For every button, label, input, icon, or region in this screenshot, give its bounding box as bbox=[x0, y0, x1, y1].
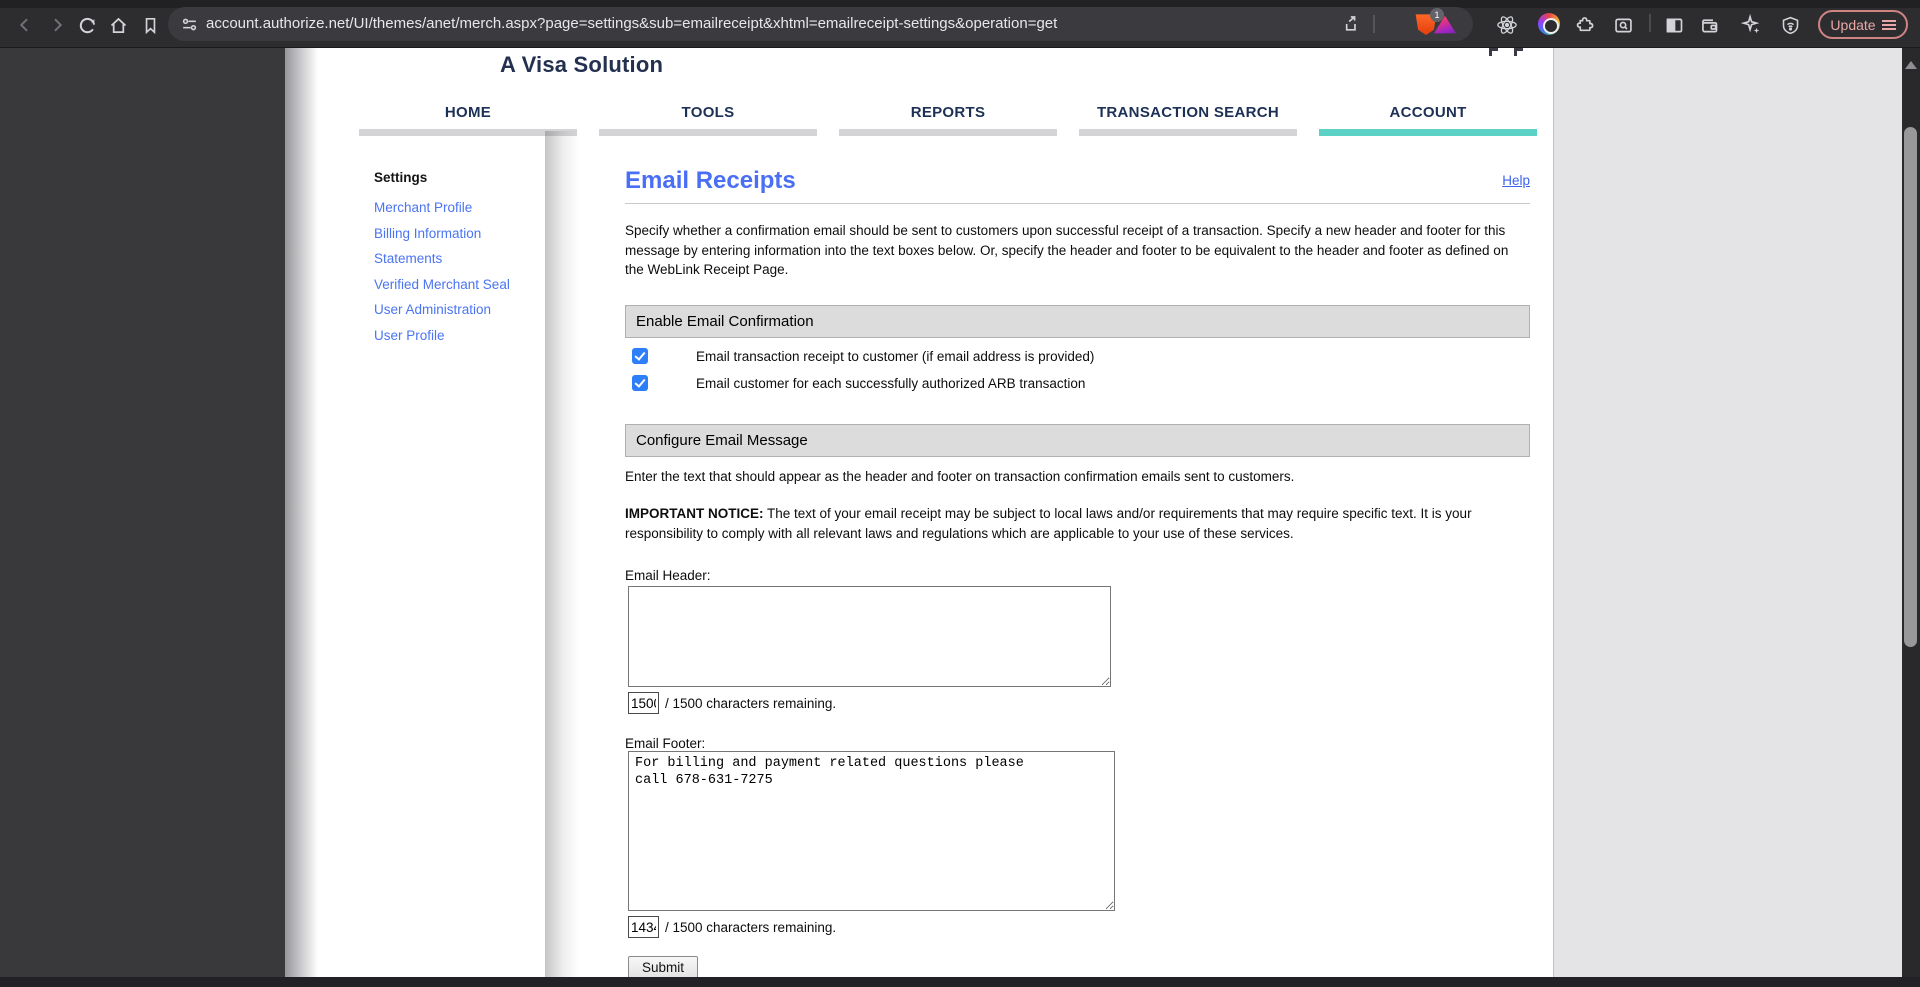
checkbox-row-arb-transaction bbox=[632, 375, 1085, 391]
update-label: Update bbox=[1830, 16, 1876, 33]
configure-description: Enter the text that should appear as the header and footer on transaction confirmation emails sent to customers. bbox=[625, 469, 1295, 484]
email-footer-textarea[interactable] bbox=[628, 751, 1115, 911]
header-chars-remaining-input[interactable] bbox=[628, 692, 659, 714]
wallet-icon[interactable] bbox=[1698, 14, 1720, 36]
site-permissions-icon[interactable] bbox=[178, 13, 200, 35]
checkbox-arb-transaction[interactable] bbox=[632, 375, 648, 391]
page-viewport bbox=[0, 48, 1920, 987]
tab-account[interactable]: ACCOUNT bbox=[1308, 103, 1548, 136]
intro-paragraph: Specify whether a confirmation email should be sent to customers upon successful receipt of a transaction. Specify a new header and footer for this message by entering information into the text boxes below. Or, specify the header and footer to be equivalent to the header and footer as defined on the WebLink Receipt Page. bbox=[625, 223, 1509, 277]
url-text[interactable]: account.authorize.net/UI/themes/anet/merch.aspx?page=settings&sub=emailreceipt&xhtml=emailreceipt-settings&operation=get bbox=[206, 15, 1058, 32]
logo-tagline: A Visa Solution bbox=[500, 52, 664, 77]
sidebar-item-verified-merchant-seal[interactable]: Verified Merchant Seal bbox=[374, 276, 510, 292]
home-icon[interactable] bbox=[107, 14, 129, 36]
header-counter-row bbox=[628, 692, 836, 714]
scrollbar-up-arrow[interactable] bbox=[1905, 61, 1917, 69]
forward-icon[interactable] bbox=[46, 14, 68, 36]
sidebar-toggle-icon[interactable] bbox=[1663, 14, 1685, 36]
tab-underline bbox=[1079, 129, 1297, 136]
section-enable-email-confirmation: Enable Email Confirmation bbox=[625, 305, 1530, 338]
update-button[interactable] bbox=[1818, 10, 1908, 39]
email-header-label: Email Header: bbox=[625, 568, 711, 583]
left-panel bbox=[0, 48, 285, 987]
submit-button[interactable]: Submit bbox=[628, 956, 698, 980]
email-header-textarea[interactable] bbox=[628, 586, 1111, 687]
important-notice-body: The text of your email receipt may be subject to local laws and/or requirements that may require specific text. It is your responsibility to comply with all relevant laws and regulations which are applicable to your use of these services. bbox=[625, 506, 1472, 541]
scrollbar-thumb[interactable] bbox=[1904, 127, 1917, 647]
section-configure-email-message: Configure Email Message bbox=[625, 424, 1530, 457]
footer-chars-remaining-input[interactable] bbox=[628, 916, 659, 938]
checkbox-label: Email transaction receipt to customer (if email address is provided) bbox=[696, 348, 1095, 364]
page-title: Email Receipts bbox=[625, 167, 796, 194]
tab-transaction-search[interactable]: TRANSACTION SEARCH bbox=[1068, 103, 1308, 136]
important-notice-prefix: IMPORTANT NOTICE: bbox=[625, 506, 764, 521]
tab-tools[interactable]: TOOLS bbox=[588, 103, 828, 136]
checkbox-row-transaction-receipt bbox=[632, 348, 1094, 364]
toolbar-separator bbox=[1649, 14, 1651, 32]
browser-toolbar bbox=[0, 0, 1920, 48]
checkbox-transaction-receipt[interactable] bbox=[632, 348, 648, 364]
sidebar-divider-shadow bbox=[545, 131, 579, 981]
footer-counter-suffix: / 1500 characters remaining. bbox=[665, 919, 837, 935]
checkbox-label: Email customer for each successfully authorized ARB transaction bbox=[696, 375, 1086, 391]
left-panel-shadow bbox=[285, 48, 318, 987]
sidebar-item-user-administration[interactable]: User Administration bbox=[374, 302, 492, 317]
address-bar[interactable] bbox=[168, 7, 1473, 41]
vertical-scrollbar[interactable] bbox=[1902, 48, 1920, 987]
sidebar-item-merchant-profile[interactable]: Merchant Profile bbox=[374, 200, 473, 215]
sidebar-item-user-profile[interactable]: User Profile bbox=[374, 327, 445, 343]
extensions-puzzle-icon[interactable] bbox=[1574, 14, 1596, 36]
sidebar-title: Settings bbox=[374, 170, 428, 185]
search-in-page-icon[interactable] bbox=[1612, 14, 1634, 36]
page-right-margin bbox=[1553, 48, 1902, 987]
menu-icon bbox=[1882, 20, 1896, 30]
share-icon[interactable] bbox=[1339, 13, 1361, 35]
back-icon[interactable] bbox=[14, 14, 36, 36]
header-counter-suffix: / 1500 characters remaining. bbox=[665, 695, 837, 711]
react-devtools-icon[interactable] bbox=[1496, 14, 1518, 36]
bookmark-icon[interactable] bbox=[139, 14, 161, 36]
toolbar-separator bbox=[1373, 15, 1375, 33]
tab-underline bbox=[839, 129, 1057, 136]
help-link[interactable]: Help bbox=[1502, 173, 1530, 188]
window-bottom-edge bbox=[0, 977, 1920, 987]
sidebar-item-billing-information[interactable]: Billing Information bbox=[374, 225, 482, 241]
title-divider bbox=[625, 203, 1530, 204]
extension-lens-icon[interactable] bbox=[1538, 13, 1560, 35]
sidebar-item-statements[interactable]: Statements bbox=[374, 251, 443, 266]
important-notice bbox=[625, 504, 1550, 543]
leo-ai-sparkle-icon[interactable] bbox=[1740, 14, 1762, 36]
email-footer-label: Email Footer: bbox=[625, 736, 706, 751]
vpn-shield-icon[interactable] bbox=[1779, 14, 1801, 36]
shields-badge: 1 bbox=[1430, 8, 1444, 22]
tab-home[interactable]: HOME bbox=[348, 103, 588, 136]
main-nav-tabs bbox=[348, 103, 1548, 136]
tab-underline bbox=[599, 129, 817, 136]
settings-sidebar bbox=[374, 170, 534, 348]
tab-reports[interactable]: REPORTS bbox=[828, 103, 1068, 136]
footer-counter-row bbox=[628, 916, 836, 938]
clipped-header-links bbox=[1489, 48, 1523, 56]
reload-icon[interactable] bbox=[76, 14, 98, 36]
tab-underline-active bbox=[1319, 129, 1537, 136]
